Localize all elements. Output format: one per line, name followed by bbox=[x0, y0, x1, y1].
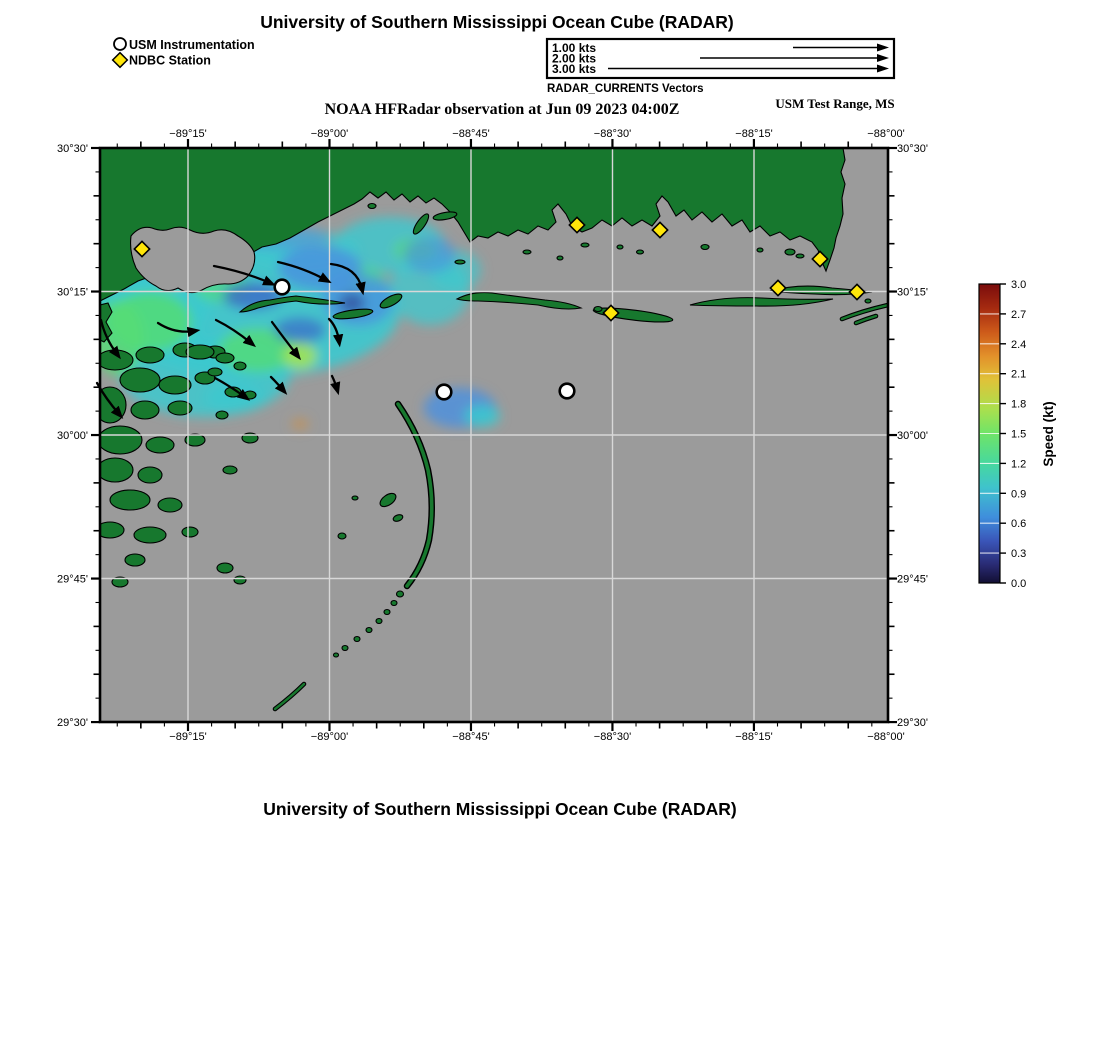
colorbar-tick-label: 3.0 bbox=[1011, 279, 1027, 291]
y-tick-label: 30°30' bbox=[57, 143, 88, 155]
x-tick-label: −89°15' bbox=[169, 128, 207, 140]
bottom-title: University of Southern Mississippi Ocean Cube (RADAR) bbox=[263, 799, 737, 819]
usm-instrumentation-marker bbox=[560, 384, 575, 399]
y-tick-label: 30°30' bbox=[897, 143, 928, 155]
y-tick-label: 30°00' bbox=[57, 430, 88, 442]
usm-instrumentation-marker bbox=[275, 280, 290, 295]
x-tick-label: −89°00' bbox=[310, 128, 349, 140]
vector-scale-box bbox=[547, 39, 894, 95]
colorbar-tick-label: 1.5 bbox=[1011, 428, 1027, 441]
map-legend bbox=[113, 38, 255, 68]
vector-scale-caption: RADAR_CURRENTS Vectors bbox=[547, 83, 704, 95]
ndbc-station-icon bbox=[113, 53, 128, 68]
colorbar-tick-label: 2.1 bbox=[1011, 368, 1027, 381]
colorbar-title: Speed (kt) bbox=[1041, 401, 1056, 467]
x-tick-label: −88°30' bbox=[593, 731, 632, 743]
x-tick-label: −88°00' bbox=[867, 128, 905, 140]
speed-field-blob bbox=[291, 418, 309, 430]
observation-title: NOAA HFRadar observation at Jun 09 2023 04:00Z bbox=[324, 101, 680, 118]
y-tick-label: 30°15' bbox=[57, 286, 88, 299]
colorbar-tick-label: 2.4 bbox=[1011, 338, 1027, 351]
top-title: University of Southern Mississippi Ocean Cube (RADAR) bbox=[260, 12, 734, 32]
y-tick-label: 29°30' bbox=[897, 717, 928, 729]
x-tick-label: −88°15' bbox=[735, 731, 773, 743]
scale-arrow-label: 1.00 kts bbox=[552, 41, 597, 55]
y-tick-label: 29°45' bbox=[897, 573, 928, 586]
range-label: USM Test Range, MS bbox=[775, 96, 895, 111]
legend-label-ndbc: NDBC Station bbox=[129, 53, 211, 68]
x-tick-label: −89°00' bbox=[310, 731, 349, 743]
colorbar-tick-label: 0.6 bbox=[1011, 518, 1027, 531]
x-tick-label: −89°15' bbox=[169, 731, 207, 743]
colorbar-tick-label: 2.7 bbox=[1011, 308, 1027, 321]
x-tick-label: −88°00' bbox=[867, 731, 905, 743]
speed-field-blob bbox=[464, 405, 500, 427]
x-tick-label: −88°45' bbox=[452, 731, 490, 743]
x-tick-label: −88°30' bbox=[593, 128, 632, 140]
usm-instrumentation-icon bbox=[114, 38, 126, 50]
colorbar-tick-label: 0.9 bbox=[1011, 488, 1027, 501]
scale-arrow-label: 2.00 kts bbox=[552, 51, 597, 66]
x-tick-label: −88°45' bbox=[452, 128, 490, 140]
usm-instrumentation-marker bbox=[437, 385, 452, 400]
colorbar-tick-label: 1.8 bbox=[1011, 398, 1027, 411]
speed-field-blob bbox=[274, 317, 326, 343]
speed-colorbar bbox=[979, 279, 1026, 590]
scale-arrow-label: 3.00 kts bbox=[552, 62, 597, 76]
y-tick-label: 29°30' bbox=[57, 717, 88, 729]
x-tick-label: −88°15' bbox=[735, 128, 773, 140]
colorbar-tick-label: 0.3 bbox=[1011, 548, 1027, 561]
y-tick-label: 30°15' bbox=[897, 286, 928, 299]
y-tick-label: 30°00' bbox=[897, 430, 928, 442]
y-tick-label: 29°45' bbox=[57, 573, 88, 586]
legend-label-usm: USM Instrumentation bbox=[129, 38, 255, 52]
colorbar-tick-label: 1.2 bbox=[1011, 458, 1027, 471]
speed-field-blob bbox=[283, 343, 317, 369]
speed-field-blob bbox=[404, 237, 456, 273]
colorbar-tick-label: 0.0 bbox=[1011, 578, 1027, 590]
